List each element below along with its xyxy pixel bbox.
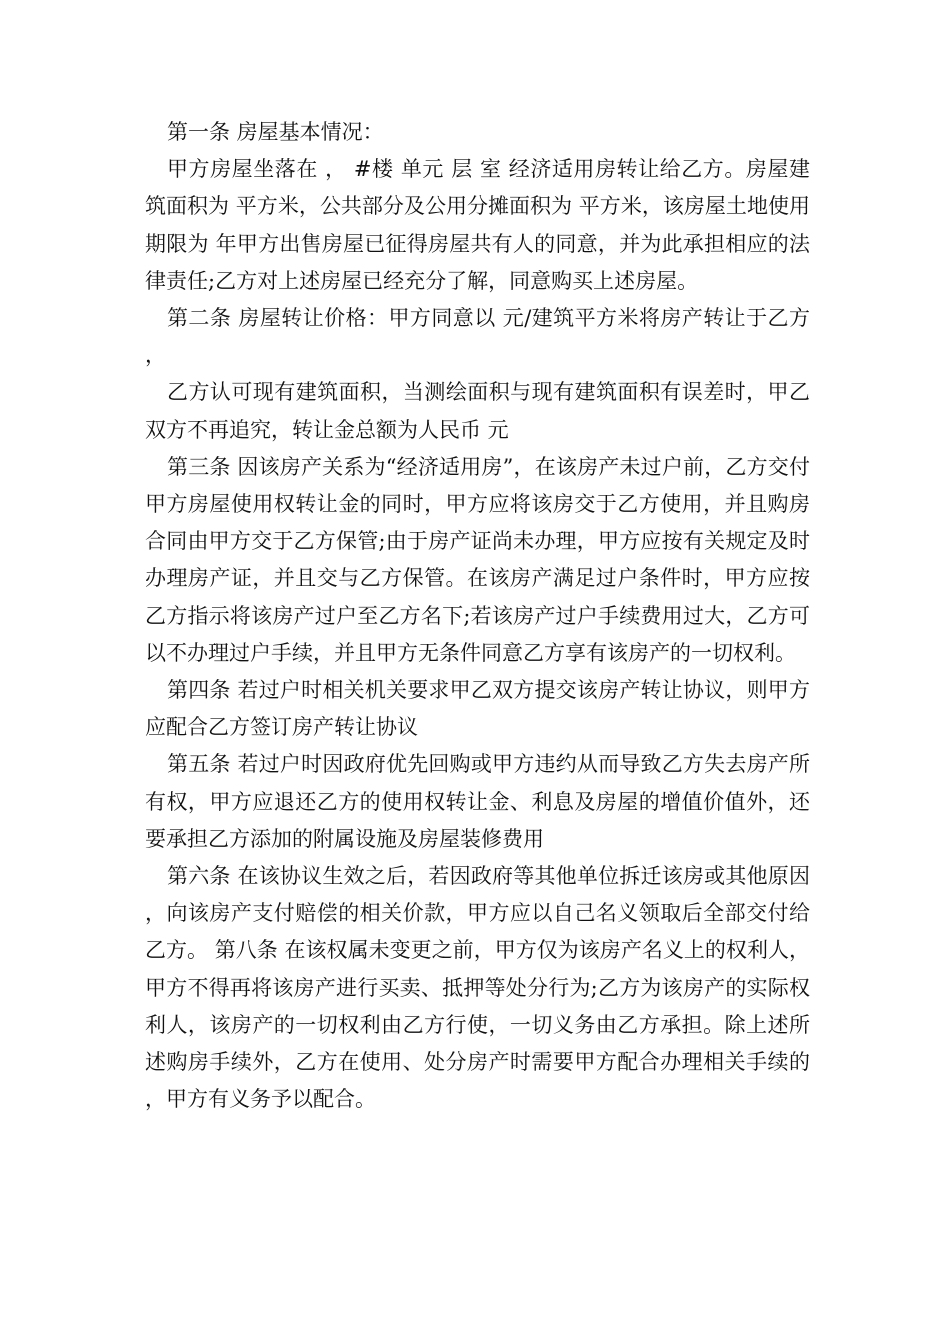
article-6-and-8: 第六条 在该协议生效之后，若因政府等其他单位拆迁该房或其他原因，向该房产支付赔偿的相关价款，甲方应以自己名义领取后全部交付给乙方。 第八条 在该权属未变更之前，甲方仅为该房产名义上的权利人，甲方不得再将该房产进行买卖、抵押等处分行为;乙方为该房产的实际权利人，该房产的一切权利由乙方行使，一切义务由乙方承担。除上述所述购房手续外，乙方在使用、处分房产时需要甲方配合办理相关手续的，甲方有义务予以配合。: [145, 864, 810, 1112]
article-2-area-note: 乙方认可现有建筑面积，当测绘面积与现有建筑面积有误差时，甲乙双方不再追究，转让金总额为人民币 元: [145, 380, 810, 442]
article-2-price: 第二条 房屋转让价格：甲方同意以 元/建筑平方米将房产转让于乙方，: [145, 306, 810, 368]
article-1-heading: 第一条 房屋基本情况：: [167, 120, 384, 144]
article-1-body: 甲方房屋坐落在 ， #楼 单元 层 室 经济适用房转让给乙方。房屋建筑面积为 平方米，公共部分及公用分摊面积为 平方米，该房屋土地使用期限为 年甲方出售房屋已征得房屋共有人的同意，并为此承担相应的法律责任;乙方对上述房屋已经充分了解，同意购买上述房屋。: [145, 157, 810, 293]
article-3: 第三条 因该房产关系为“经济适用房”，在该房产未过户前，乙方交付甲方房屋使用权转让金的同时，甲方应将该房交于乙方使用，并且购房合同由甲方交于乙方保管;由于房产证尚未办理，甲方应按有关规定及时办理房产证，并且交与乙方保管。在该房产满足过户条件时，甲方应按乙方指示将该房产过户至乙方名下;若该房产过户手续费用过大，乙方可以不办理过户手续，并且甲方无条件同意乙方享有该房产的一切权利。: [145, 454, 810, 665]
document-body: [145, 114, 810, 1118]
article-5: 第五条 若过户时因政府优先回购或甲方违约从而导致乙方失去房产所有权，甲方应退还乙方的使用权转让金、利息及房屋的增值价值外，还要承担乙方添加的附属设施及房屋装修费用: [145, 752, 810, 851]
article-4: 第四条 若过户时相关机关要求甲乙双方提交该房产转让协议，则甲方应配合乙方签订房产转让协议: [145, 678, 810, 740]
